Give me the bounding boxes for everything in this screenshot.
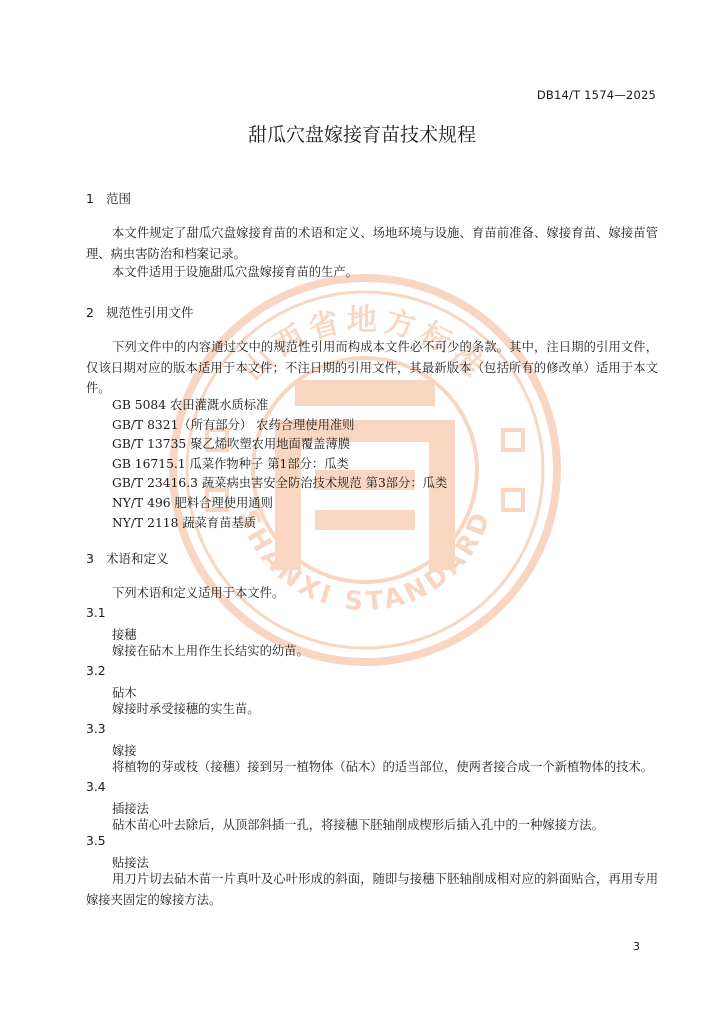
term-name: 插接法 [112,802,149,816]
document-number: DB14/T 1574—2025 [536,88,656,102]
section-title: 规范性引用文件 [106,305,194,320]
clause-number: 3.1 [86,606,106,620]
reference-item: NY/T 496 肥料合理使用通则 [112,495,273,510]
section-title: 术语和定义 [106,551,169,566]
term-definition: 嫁接在砧木上用作生长结实的幼苗。 [112,644,309,658]
reference-item: GB/T 13735 聚乙烯吹塑农用地面覆盖薄膜 [112,437,351,452]
reference-item: GB/T 23416.3 蔬菜病虫害安全防治技术规范 第3部分：瓜类 [112,476,448,491]
term-definition: 用刀片切去砧木苗一片真叶及心叶形成的斜面，随即与接穗下胚轴削成相对应的斜面贴合，再用专用嫁接夹固定的嫁接方法。 [86,872,658,907]
page-number: 3 [633,940,640,953]
document-title: 甜瓜穴盘嫁接育苗技术规程 [247,124,476,146]
clause-number: 3.3 [86,722,106,736]
seal-bottom-text: SHANXI STANDARD [232,505,498,618]
clause-number: 3.5 [86,834,106,848]
reference-item: GB 16715.1 瓜菜作物种子 第1部分：瓜类 [112,456,349,471]
section-title: 范围 [106,191,132,206]
section-2-paragraph: 下列文件中的内容通过文中的规范性引用而构成本文件必不可少的条款。其中，注日期的引用文件，仅该日期对应的版本适用于本文件；不注日期的引用文件，其最新版本（包括所有的修改单）适用于本文件。 [86,340,658,395]
term-definition: 嫁接时承受接穗的实生苗。 [112,702,260,716]
section-number: 3 [86,551,94,566]
section-3-intro: 下列术语和定义适用于本文件。 [112,586,285,600]
section-3-heading [86,549,169,567]
section-1-heading [86,189,131,207]
clause-number: 3.2 [86,664,106,678]
term-definition: 砧木苗心叶去除后，从顶部斜插一孔，将接穗下胚轴削成楔形后插入孔中的一种嫁接方法。 [112,818,604,832]
term-name: 接穗 [112,628,137,642]
section-number: 1 [86,191,94,206]
reference-item: GB 5084 农田灌溉水质标准 [112,398,269,412]
term-name: 砧木 [112,686,137,700]
section-number: 2 [86,305,94,320]
section-1-paragraph-2: 本文件适用于设施甜瓜穴盘嫁接育苗的生产。 [112,265,358,279]
term-name: 嫁接 [112,744,137,758]
clause-number: 3.4 [86,780,106,794]
seal-top-text: 山西省地方标准 [235,303,495,388]
term-name: 贴接法 [112,856,149,870]
section-2-heading [86,303,194,321]
term-definition: 将植物的芽或枝（接穗）接到另一植物体（砧木）的适当部位，使两者接合成一个新植物体的技术。 [112,760,654,774]
reference-item: NY/T 2118 蔬菜育苗基质 [112,515,257,530]
reference-list [112,396,447,533]
section-1-paragraph-1: 本文件规定了甜瓜穴盘嫁接育苗的术语和定义、场地环境与设施、育苗前准备、嫁接育苗、嫁接苗管理、病虫害防治和档案记录。 [86,226,658,261]
reference-item: GB/T 8321（所有部分） 农药合理使用准则 [112,417,355,432]
